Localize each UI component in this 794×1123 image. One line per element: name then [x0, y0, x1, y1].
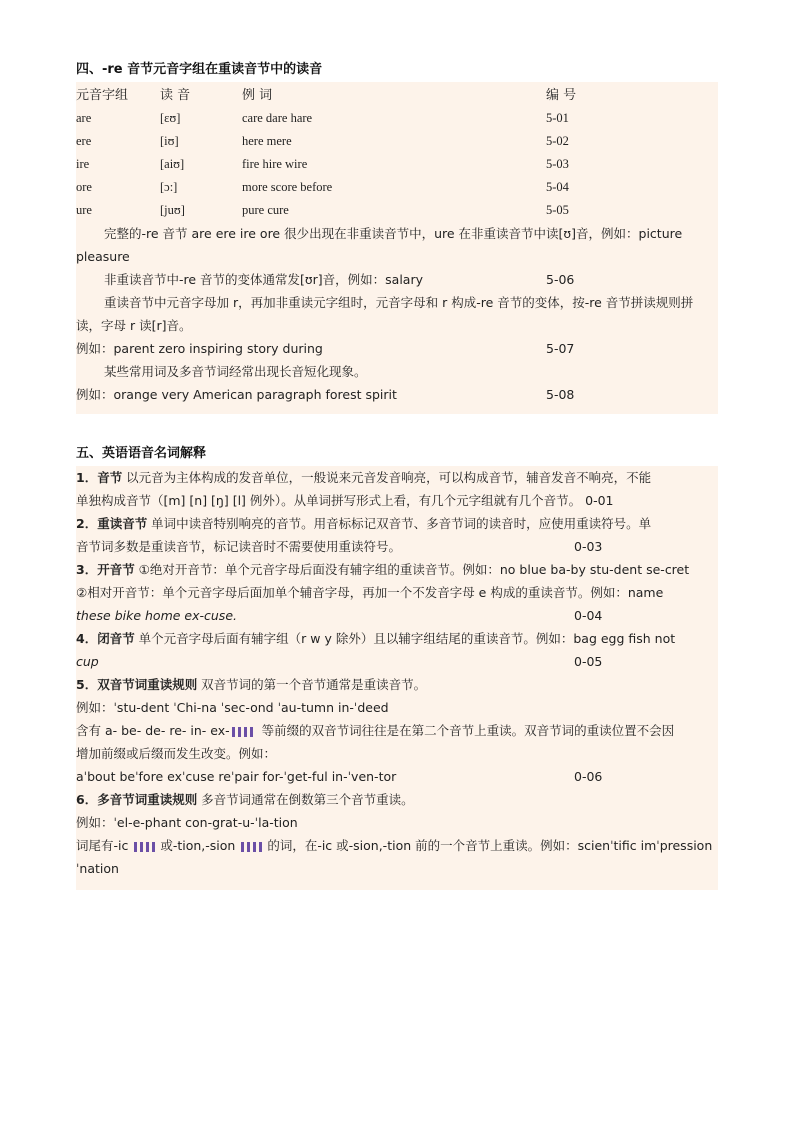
code-label: 0-04 — [574, 608, 603, 623]
term-label: 3．开音节 — [76, 562, 135, 577]
paragraph-shortening: 某些常用词及多音节词经常出现长音短化现象。 — [104, 364, 367, 379]
paragraph-stressed-rule: 重读音节中元音字母加 r，再加非重读元字组时，元音字母和 r 构成-re 音节的变体，按-re 音节拼读规则拼读，字母 r 读[r]音。 — [76, 295, 694, 333]
prefix-text: 增加前缀或后缀而发生改变。例如： — [76, 746, 277, 761]
prefix-line-cont — [76, 742, 718, 765]
cell-example: fire hire wire — [242, 157, 308, 171]
term-text: these bike home ex-cuse. — [76, 608, 237, 623]
example-line — [76, 337, 718, 360]
suffix-text: ˈnation — [76, 861, 119, 876]
cell-code: 5-05 — [546, 203, 569, 217]
suffix-line-cont — [76, 857, 718, 880]
item-open-cont2 — [76, 604, 718, 627]
item-disyllable — [76, 673, 718, 696]
suffix-text: 词尾有-ic — [76, 838, 133, 853]
example-line — [76, 765, 718, 788]
term-text: 多音节词通常在倒数第三个音节重读。 — [197, 792, 414, 807]
cell-code: 5-01 — [546, 111, 569, 125]
arrow-icon — [134, 842, 158, 852]
term-label: 2．重读音节 — [76, 516, 148, 531]
term-text: cup — [76, 654, 99, 669]
item-polysyllable — [76, 788, 718, 811]
code-label: 5-06 — [546, 272, 575, 287]
arrow-icon — [241, 842, 265, 852]
cell-code: 5-02 — [546, 134, 569, 148]
prefix-text: 含有 a- be- de- re- in- ex- — [76, 723, 230, 738]
header-vowel-group: 元音字组 — [76, 88, 129, 103]
section-4-box — [76, 82, 718, 414]
code-label: 0-06 — [574, 769, 603, 784]
example-line — [76, 811, 718, 834]
term-text: 以元音为主体构成的发音单位，一般说来元音发音响亮，可以构成音节，辅音发音不响亮，不能 — [122, 470, 652, 485]
code-label: 5-08 — [546, 387, 575, 402]
term-label: 5．双音节词重读规则 — [76, 677, 198, 692]
suffix-text-c: 的词，在-ic 或-sion,-tion 前的一个音节上重读。例如：scienˈtific imˈpression — [267, 838, 713, 853]
table-row — [76, 176, 718, 199]
document-page — [76, 58, 718, 890]
example-text: aˈbout beˈfore exˈcuse reˈpair for-ˈget-ful in-ˈven-tor — [76, 769, 397, 784]
cell-phonetic: [ɔ:] — [160, 180, 178, 194]
prefix-line — [76, 719, 718, 742]
term-text: 单个元音字母后面有辅字组（r w y 除外）且以辅字组结尾的重读音节。例如：bag egg fish not — [134, 631, 676, 646]
table-header — [76, 84, 718, 107]
term-text: 单词中读音特别响亮的音节。用音标标记双音节、多音节词的读音时，应使用重读符号。单 — [147, 516, 652, 531]
item-stressed — [76, 512, 718, 535]
item-syllable — [76, 466, 718, 489]
cell-vowel: ire — [76, 157, 90, 171]
item-open-cont — [76, 581, 718, 604]
header-examples: 例 词 — [242, 88, 273, 103]
code-label: 0-05 — [574, 654, 603, 669]
term-label: 4．闭音节 — [76, 631, 135, 646]
suffix-line — [76, 834, 718, 857]
example-text: 例如：ˈstu-dent ˈChi-na ˈsec-ond ˈau-tumn in-ˈdeed — [76, 700, 389, 715]
cell-example: care dare hare — [242, 111, 313, 125]
cell-phonetic: [εʊ] — [160, 111, 181, 125]
paragraph-variant-text: 非重读音节中-re 音节的变体通常发[ʊr]音，例如：salary — [104, 272, 423, 287]
arrow-icon — [232, 727, 256, 737]
cell-example: more score before — [242, 180, 333, 194]
paragraph-variant — [76, 268, 718, 291]
cell-vowel: ere — [76, 134, 92, 148]
example-text: 例如：orange very American paragraph forest spirit — [76, 387, 397, 402]
term-text: ②相对开音节：单个元音字母后面加单个辅音字母，再加一个不发音字母 e 构成的重读音节。例如：name — [76, 585, 664, 600]
code-label: 0-01 — [585, 493, 614, 508]
term-text: 音节词多数是重读音节，标记读音时不需要使用重读符号。 — [76, 539, 402, 554]
term-text: ①绝对开音节：单个元音字母后面没有辅字组的重读音节。例如：no blue ba-by stu-dent se-cret — [134, 562, 690, 577]
item-open — [76, 558, 718, 581]
term-label: 6．多音节词重读规则 — [76, 792, 198, 807]
example-text: 例如：ˈel-e-phant con-grat-u-ˈla-tion — [76, 815, 298, 830]
term-text: 单独构成音节（[m] [n] [ŋ] [l] 例外）。从单词拼写形式上看，有几个元字组就有几个音节。 — [76, 493, 582, 508]
cell-phonetic: [iʊ] — [160, 134, 179, 148]
header-code: 编 号 — [546, 88, 577, 103]
header-pronunciation: 读 音 — [160, 88, 191, 103]
term-text: 双音节词的第一个音节通常是重读音节。 — [197, 677, 427, 692]
item-closed — [76, 627, 718, 650]
item-syllable-cont — [76, 489, 718, 512]
section-5-title: 五、英语语音名词解释 — [76, 446, 207, 461]
code-label: 5-07 — [546, 341, 575, 356]
cell-vowel: are — [76, 111, 92, 125]
item-stressed-cont — [76, 535, 718, 558]
cell-phonetic: [juʊ] — [160, 203, 185, 217]
table-row — [76, 199, 718, 222]
table-row — [76, 107, 718, 130]
cell-code: 5-04 — [546, 180, 569, 194]
cell-phonetic: [aiʊ] — [160, 157, 185, 171]
example-line — [76, 696, 718, 719]
cell-example: pure cure — [242, 203, 289, 217]
cell-vowel: ure — [76, 203, 92, 217]
cell-code: 5-03 — [546, 157, 569, 171]
example-text: 例如：parent zero inspiring story during — [76, 341, 323, 356]
cell-vowel: ore — [76, 180, 92, 194]
prefix-text-cont: 等前缀的双音节词往往是在第二个音节上重读。双音节词的重读位置不会因 — [257, 723, 675, 738]
cell-example: here mere — [242, 134, 292, 148]
example-line — [76, 383, 718, 406]
code-label: 0-03 — [574, 539, 603, 554]
term-label: 1．音节 — [76, 470, 123, 485]
paragraph-unstressed-re: 完整的-re 音节 are ere ire ore 很少出现在非重读音节中，ure 在非重读音节中读[ʊ]音，例如：picture pleasure — [76, 226, 683, 264]
section-5-box — [76, 466, 718, 890]
suffix-text-b: 或-tion,-sion — [160, 838, 240, 853]
table-row — [76, 130, 718, 153]
item-closed-cont — [76, 650, 718, 673]
table-row — [76, 153, 718, 176]
section-4-title: 四、-re 音节元音字组在重读音节中的读音 — [76, 62, 323, 77]
